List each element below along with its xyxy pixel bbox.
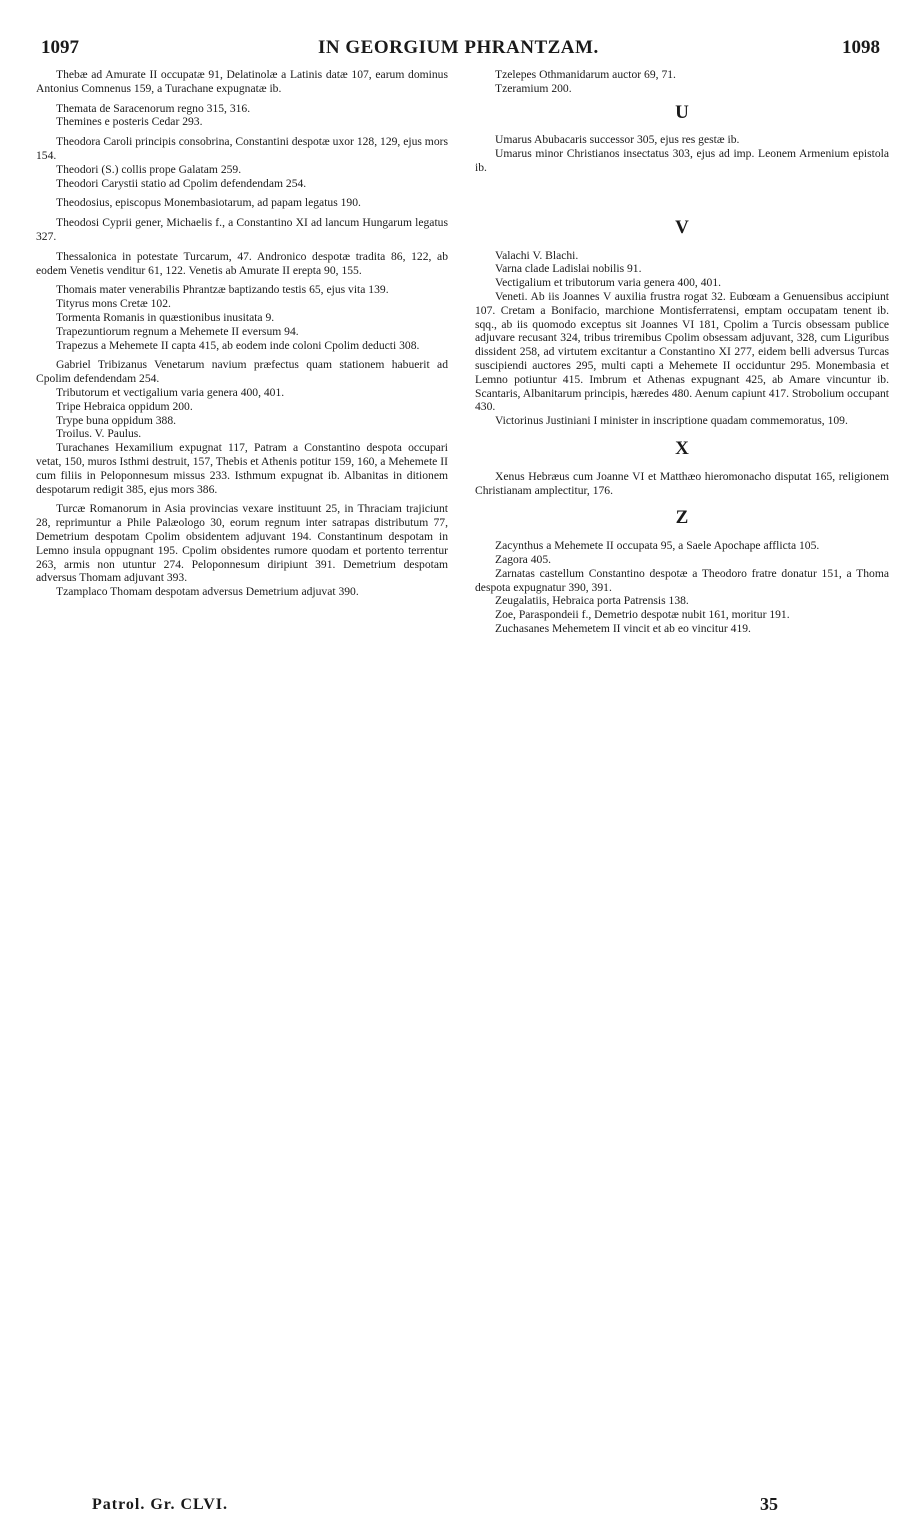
index-entry: Varna clade Ladislai nobilis 91. xyxy=(495,262,642,276)
running-title: IN GEORGIUM PHRANTZAM. xyxy=(318,37,599,58)
index-entry: Trapezuntiorum regnum a Mehemete II eversum 94. xyxy=(56,324,299,338)
index-entry: Gabriel Tribizanus Venetarum navium præfectus quam stationem habuerit ad Cpolim defendendam 254. xyxy=(36,358,448,386)
volume-signature: Patrol. Gr. CLVI. xyxy=(92,1496,228,1513)
index-entry: Xenus Hebræus cum Joanne VI et Matthæo hieromonacho disputat 165, religionem Christianam amplectitur, 176. xyxy=(475,469,889,497)
index-entry: Vectigalium et tributorum varia genera 400, 401. xyxy=(495,276,722,290)
index-entry: Tzelepes Othmanidarum auctor 69, 71. xyxy=(495,68,676,81)
index-entry: Zoe, Paraspondeii f., Demetrio despotæ nubit 161, moritur 191. xyxy=(495,608,790,622)
section-letter-u: U xyxy=(675,101,689,123)
sheet-number: 35 xyxy=(760,1494,778,1514)
index-entry: Trapezus a Mehemete II capta 415, ab eodem inde coloni Cpolim deducti 308. xyxy=(56,338,420,352)
index-entry: Theodori Carystii statio ad Cpolim defendendam 254. xyxy=(56,176,307,190)
index-entry: Themines e posteris Cedar 293. xyxy=(56,115,203,129)
index-entry: Thomais mater venerabilis Phrantzæ baptizando testis 65, ejus vita 139. xyxy=(56,283,389,297)
index-entry: Umarus Abubacaris successor 305, ejus res gestæ ib. xyxy=(495,133,740,147)
index-entry: Trype buna oppidum 388. xyxy=(56,413,177,427)
index-entry: Theodosi Cyprii gener, Michaelis f., a Constantino XI ad lancum Hungarum legatus 327. xyxy=(36,216,448,243)
index-entry: Tzamplaco Thomam despotam adversus Demetrium adjuvat 390. xyxy=(56,585,359,599)
index-entry: Valachi V. Blachi. xyxy=(495,248,579,262)
page-number-left: 1097 xyxy=(41,37,79,58)
index-entry: Veneti. Ab iis Joannes V auxilia frustra rogat 32. Eubœam a Genuensibus accipiunt 107. Cretam a Bonifacio, marchione Montisferratensi, emptam occupatam tenent ib. sqq., ab iis quomodo exceptus sit Joannes VI 181, Cpolim a Turcis obsessam publice adjuvare recusant 324, tribus triremibus Cpolim obsessam adjuvant, 328, cum Liguribus dissident 258, ad virtutem excitantur a Constantino XI 277, eidem belli adversus Turcas suscipiendi auctores 295, multi capti a Mehemete II occiduntur 295. Monembasia et Lemno potiuntur 415. Imbrum et Athenas expugnant 425, ab Amare vincuntur ib. Scantaris, Albanitarum principis, hæredes 480. Aenum capiunt 417. Strobolium occupant 430. xyxy=(475,289,889,414)
index-entry: Tributorum et vectigalium varia genera 400, 401. xyxy=(56,385,285,399)
index-entry: Tzeramium 200. xyxy=(495,81,572,95)
index-entry: Zeugalatiis, Hebraica porta Patrensis 138. xyxy=(495,594,689,608)
index-entry: Turachanes Hexamilium expugnat 117, Patram a Constantino despota occupari vetat, 150, muros Isthmi destruit, 157, Thebis et Athenis potitur 159, 160, a Mehemete II cum filiis in Peloponnesum missus 233. Isthmum expugnat ib. Albanitas in ditionem despotarum redigit 385, ejus mors 386. xyxy=(36,441,448,496)
section-letter-z: Z xyxy=(675,507,689,529)
index-entry: Theodosius, episcopus Monembasiotarum, ad papam legatus 190. xyxy=(56,196,361,210)
index-entry: Turcæ Romanorum in Asia provincias vexare instituunt 25, in Thraciam trajiciunt 28, reprimuntur a Phile Palæologo 30, eorum regnum inter satrapas distributum 77, Demetrium despotam Cpolim obsidentem adjuvant 194. Constantinum despotam in Lemno insula oppugnant 195. Cpolim obsidentes rumore quodam et portento terrentur 263, armis non utuntur 274. Peloponnesum diripiunt 391. Demetrium despotam adversus Thomam adjuvant 393. xyxy=(36,502,448,585)
left-column xyxy=(36,68,448,605)
index-entry: Themata de Saracenorum regno 315, 316. xyxy=(56,101,251,115)
index-entry: Tormenta Romanis in quæstionibus inusitata 9. xyxy=(56,310,275,324)
index-entry: Zarnatas castellum Constantino despotæ a Theodoro fratre donatur 151, a Thoma despota expugnatur 390, 391. xyxy=(475,566,889,594)
page-number-right: 1098 xyxy=(842,37,880,58)
index-entry: Thessalonica in potestate Turcarum, 47. Andronico despotæ tradita 86, 122, ab eodem Venetis venditur 61, 122. Venetis ab Amurate II erepta 90, 155. xyxy=(36,249,448,277)
section-letter-v: V xyxy=(675,216,689,238)
index-entry: Zagora 405. xyxy=(495,552,552,566)
section-letter-x: X xyxy=(675,437,689,459)
index-entry: Tripe Hebraica oppidum 200. xyxy=(56,399,193,413)
index-entry: Thebæ ad Amurate II occupatæ 91, Delatinolæ a Latinis datæ 107, earum dominus Antonius Comnenus 159, a Turachane expugnatæ ib. xyxy=(36,68,448,95)
index-entry: Tityrus mons Cretæ 102. xyxy=(56,297,171,311)
index-entry: Zacynthus a Mehemete II occupata 95, a Saele Apochape afflicta 105. xyxy=(495,539,820,553)
index-entry: Victorinus Justiniani I minister in inscriptione quadam commemoratus, 109. xyxy=(495,414,848,428)
index-entry: Zuchasanes Mehemetem II vincit et ab eo vincitur 419. xyxy=(495,621,751,635)
index-entry: Theodori (S.) collis prope Galatam 259. xyxy=(56,162,242,176)
index-entry: Theodora Caroli principis consobrina, Constantini despotæ uxor 128, 129, ejus mors 154. xyxy=(36,135,448,162)
index-entry: Troilus. V. Paulus. xyxy=(56,427,142,441)
right-column xyxy=(475,68,889,636)
index-entry: Umarus minor Christianos insectatus 303, ejus ad imp. Leonem Armenium epistola ib. xyxy=(475,147,889,174)
